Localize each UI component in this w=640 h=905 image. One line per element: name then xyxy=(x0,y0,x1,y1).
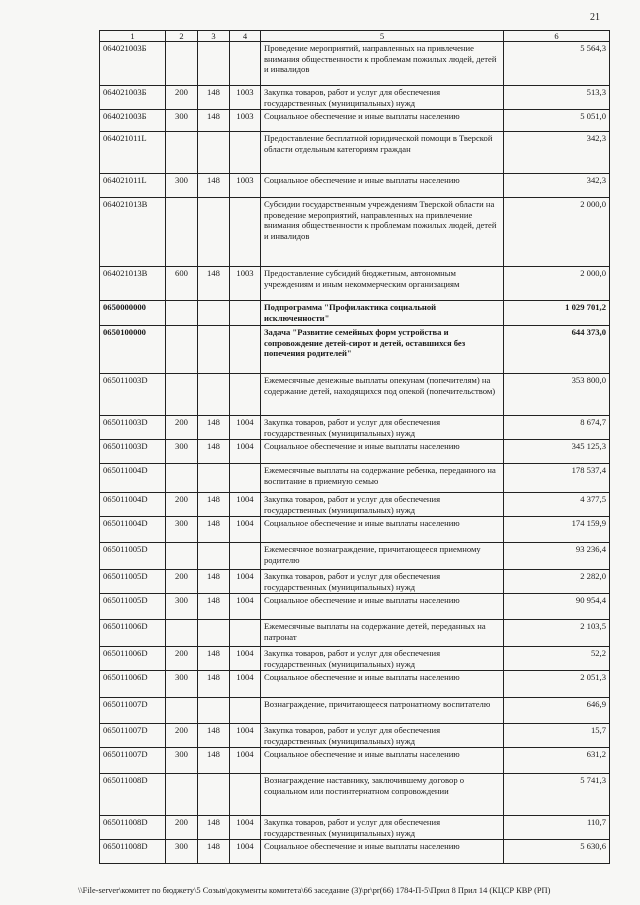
table-row xyxy=(100,671,610,698)
row-kvr-cell xyxy=(166,620,198,647)
budget-table xyxy=(99,30,610,864)
row-section-cell: 1003 xyxy=(230,267,261,301)
row-section-cell xyxy=(230,301,261,326)
row-description-cell: Вознаграждение наставнику, заключившему договор о социальном или постинтернатном сопровождении xyxy=(261,774,504,816)
row-section-cell: 1004 xyxy=(230,570,261,594)
row-kvr-cell xyxy=(166,42,198,86)
row-kvr-cell: 200 xyxy=(166,816,198,840)
row-kvr-cell xyxy=(166,698,198,724)
row-admin-cell xyxy=(198,620,230,647)
row-kvr-cell: 200 xyxy=(166,570,198,594)
row-kvr-cell: 300 xyxy=(166,440,198,464)
table-row xyxy=(100,132,610,174)
row-admin-cell: 148 xyxy=(198,416,230,440)
row-admin-cell: 148 xyxy=(198,647,230,671)
row-kvr-cell: 300 xyxy=(166,748,198,774)
row-section-cell: 1004 xyxy=(230,724,261,748)
table-row xyxy=(100,416,610,440)
column-header: 5 xyxy=(261,31,504,42)
row-section-cell xyxy=(230,42,261,86)
row-amount-cell: 8 674,7 xyxy=(504,416,610,440)
row-admin-cell xyxy=(198,774,230,816)
row-amount-cell: 5 051,0 xyxy=(504,110,610,132)
row-kvr-cell xyxy=(166,374,198,416)
row-section-cell: 1004 xyxy=(230,748,261,774)
row-code-cell: 065011005D xyxy=(100,543,166,570)
row-amount-cell: 644 373,0 xyxy=(504,326,610,374)
row-admin-cell xyxy=(198,543,230,570)
row-amount-cell: 631,2 xyxy=(504,748,610,774)
column-header: 1 xyxy=(100,31,166,42)
column-header: 4 xyxy=(230,31,261,42)
row-description-cell: Закупка товаров, работ и услуг для обеспечения государственных (муниципальных) нужд xyxy=(261,493,504,517)
row-amount-cell: 513,3 xyxy=(504,86,610,110)
row-code-cell: 065011005D xyxy=(100,594,166,620)
row-code-cell: 065011008D xyxy=(100,840,166,864)
row-amount-cell: 2 282,0 xyxy=(504,570,610,594)
row-section-cell xyxy=(230,464,261,493)
row-amount-cell: 2 000,0 xyxy=(504,267,610,301)
row-amount-cell: 5 741,3 xyxy=(504,774,610,816)
table-row xyxy=(100,374,610,416)
row-code-cell: 065011007D xyxy=(100,748,166,774)
row-description-cell: Социальное обеспечение и иные выплаты населению xyxy=(261,174,504,198)
row-description-cell: Субсидии государственным учреждениям Тверской области на проведение мероприятий, направленных на привлечение внимания общественности к проблемам пожилых людей, детей и инвалидов xyxy=(261,198,504,267)
row-admin-cell xyxy=(198,698,230,724)
row-kvr-cell: 200 xyxy=(166,416,198,440)
row-description-cell: Подпрограмма "Профилактика социальной исключенности" xyxy=(261,301,504,326)
row-section-cell: 1004 xyxy=(230,594,261,620)
row-admin-cell: 148 xyxy=(198,840,230,864)
row-kvr-cell xyxy=(166,543,198,570)
row-code-cell: 065011003D xyxy=(100,440,166,464)
table-row xyxy=(100,174,610,198)
row-section-cell: 1004 xyxy=(230,647,261,671)
table-row xyxy=(100,724,610,748)
table-row xyxy=(100,110,610,132)
row-kvr-cell: 200 xyxy=(166,724,198,748)
table-body xyxy=(100,42,610,864)
row-description-cell: Ежемесячные выплаты на содержание детей, переданных на патронат xyxy=(261,620,504,647)
row-kvr-cell xyxy=(166,198,198,267)
row-code-cell: 064021003Б xyxy=(100,86,166,110)
row-amount-cell: 15,7 xyxy=(504,724,610,748)
row-description-cell: Предоставление бесплатной юридической помощи в Тверской области отдельным категориям граждан xyxy=(261,132,504,174)
row-kvr-cell: 200 xyxy=(166,647,198,671)
row-amount-cell: 93 236,4 xyxy=(504,543,610,570)
row-section-cell: 1003 xyxy=(230,174,261,198)
page-number: 21 xyxy=(590,12,600,23)
row-amount-cell: 2 103,5 xyxy=(504,620,610,647)
row-code-cell: 064021003Б xyxy=(100,110,166,132)
row-code-cell: 065011007D xyxy=(100,698,166,724)
row-section-cell: 1004 xyxy=(230,416,261,440)
row-amount-cell: 110,7 xyxy=(504,816,610,840)
row-kvr-cell: 300 xyxy=(166,174,198,198)
row-description-cell: Социальное обеспечение и иные выплаты населению xyxy=(261,748,504,774)
row-kvr-cell xyxy=(166,326,198,374)
row-section-cell: 1003 xyxy=(230,110,261,132)
row-description-cell: Задача "Развитие семейных форм устройства и сопровождение детей-сирот и детей, оставшихся без попечения родителей" xyxy=(261,326,504,374)
row-admin-cell: 148 xyxy=(198,671,230,698)
row-admin-cell: 148 xyxy=(198,174,230,198)
row-code-cell: 065011004D xyxy=(100,493,166,517)
column-header: 6 xyxy=(504,31,610,42)
row-amount-cell: 4 377,5 xyxy=(504,493,610,517)
row-amount-cell: 2 051,3 xyxy=(504,671,610,698)
row-section-cell: 1003 xyxy=(230,86,261,110)
table-row xyxy=(100,816,610,840)
row-code-cell: 065011008D xyxy=(100,816,166,840)
row-amount-cell: 5 630,6 xyxy=(504,840,610,864)
row-section-cell xyxy=(230,543,261,570)
row-amount-cell: 1 029 701,2 xyxy=(504,301,610,326)
table-row xyxy=(100,748,610,774)
row-code-cell: 064021013В xyxy=(100,267,166,301)
row-admin-cell xyxy=(198,301,230,326)
row-description-cell: Закупка товаров, работ и услуг для обеспечения государственных (муниципальных) нужд xyxy=(261,86,504,110)
row-description-cell: Проведение мероприятий, направленных на привлечение внимания общественности к проблемам пожилых людей, детей и инвалидов xyxy=(261,42,504,86)
row-amount-cell: 90 954,4 xyxy=(504,594,610,620)
row-amount-cell: 52,2 xyxy=(504,647,610,671)
row-kvr-cell xyxy=(166,774,198,816)
row-description-cell: Социальное обеспечение и иные выплаты населению xyxy=(261,671,504,698)
row-description-cell: Закупка товаров, работ и услуг для обеспечения государственных (муниципальных) нужд xyxy=(261,416,504,440)
row-section-cell xyxy=(230,620,261,647)
row-description-cell: Социальное обеспечение и иные выплаты населению xyxy=(261,440,504,464)
row-code-cell: 0650100000 xyxy=(100,326,166,374)
row-description-cell: Закупка товаров, работ и услуг для обеспечения государственных (муниципальных) нужд xyxy=(261,570,504,594)
row-description-cell: Вознаграждение, причитающееся патронатному воспитателю xyxy=(261,698,504,724)
table-row xyxy=(100,517,610,543)
row-description-cell: Закупка товаров, работ и услуг для обеспечения государственных (муниципальных) нужд xyxy=(261,724,504,748)
table-row xyxy=(100,198,610,267)
row-section-cell xyxy=(230,132,261,174)
row-amount-cell: 2 000,0 xyxy=(504,198,610,267)
row-description-cell: Социальное обеспечение и иные выплаты населению xyxy=(261,840,504,864)
row-admin-cell: 148 xyxy=(198,493,230,517)
row-description-cell: Социальное обеспечение и иные выплаты населению xyxy=(261,517,504,543)
row-kvr-cell: 600 xyxy=(166,267,198,301)
row-kvr-cell: 200 xyxy=(166,493,198,517)
row-section-cell xyxy=(230,698,261,724)
row-description-cell: Ежемесячные денежные выплаты опекунам (попечителям) на содержание детей, находящихся под опекой (попечительством) xyxy=(261,374,504,416)
row-admin-cell: 148 xyxy=(198,748,230,774)
row-description-cell: Социальное обеспечение и иные выплаты населению xyxy=(261,110,504,132)
row-code-cell: 065011008D xyxy=(100,774,166,816)
table-row xyxy=(100,570,610,594)
row-admin-cell: 148 xyxy=(198,594,230,620)
row-amount-cell: 646,9 xyxy=(504,698,610,724)
column-header: 2 xyxy=(166,31,198,42)
table-row xyxy=(100,840,610,864)
row-section-cell: 1004 xyxy=(230,816,261,840)
row-section-cell xyxy=(230,326,261,374)
row-amount-cell: 345 125,3 xyxy=(504,440,610,464)
row-kvr-cell: 300 xyxy=(166,671,198,698)
row-admin-cell: 148 xyxy=(198,724,230,748)
row-code-cell: 065011004D xyxy=(100,464,166,493)
row-amount-cell: 5 564,3 xyxy=(504,42,610,86)
row-admin-cell: 148 xyxy=(198,110,230,132)
row-kvr-cell: 200 xyxy=(166,86,198,110)
row-kvr-cell: 300 xyxy=(166,594,198,620)
row-amount-cell: 178 537,4 xyxy=(504,464,610,493)
table-header-row xyxy=(100,31,610,42)
row-code-cell: 065011003D xyxy=(100,374,166,416)
row-admin-cell: 148 xyxy=(198,267,230,301)
row-amount-cell: 353 800,0 xyxy=(504,374,610,416)
row-section-cell xyxy=(230,374,261,416)
row-code-cell: 065011006D xyxy=(100,647,166,671)
row-section-cell: 1004 xyxy=(230,671,261,698)
row-code-cell: 064021013В xyxy=(100,198,166,267)
row-admin-cell: 148 xyxy=(198,517,230,543)
row-admin-cell xyxy=(198,132,230,174)
row-description-cell: Ежемесячное вознаграждение, причитающееся приемному родителю xyxy=(261,543,504,570)
row-code-cell: 065011005D xyxy=(100,570,166,594)
row-admin-cell: 148 xyxy=(198,816,230,840)
row-admin-cell xyxy=(198,464,230,493)
table-row xyxy=(100,594,610,620)
row-code-cell: 064021011L xyxy=(100,174,166,198)
table-row xyxy=(100,301,610,326)
row-section-cell: 1004 xyxy=(230,440,261,464)
row-admin-cell xyxy=(198,42,230,86)
table-row xyxy=(100,493,610,517)
row-description-cell: Закупка товаров, работ и услуг для обеспечения государственных (муниципальных) нужд xyxy=(261,647,504,671)
row-admin-cell xyxy=(198,326,230,374)
row-code-cell: 065011003D xyxy=(100,416,166,440)
table-row xyxy=(100,440,610,464)
row-section-cell xyxy=(230,774,261,816)
row-kvr-cell xyxy=(166,132,198,174)
row-code-cell: 065011007D xyxy=(100,724,166,748)
column-header: 3 xyxy=(198,31,230,42)
row-admin-cell: 148 xyxy=(198,86,230,110)
row-kvr-cell: 300 xyxy=(166,110,198,132)
table-row xyxy=(100,86,610,110)
row-section-cell: 1004 xyxy=(230,840,261,864)
row-code-cell: 064021003Б xyxy=(100,42,166,86)
table-row xyxy=(100,267,610,301)
row-kvr-cell: 300 xyxy=(166,840,198,864)
table-row xyxy=(100,698,610,724)
row-kvr-cell xyxy=(166,464,198,493)
row-amount-cell: 342,3 xyxy=(504,174,610,198)
table-row xyxy=(100,464,610,493)
row-section-cell: 1004 xyxy=(230,493,261,517)
row-section-cell: 1004 xyxy=(230,517,261,543)
table-row xyxy=(100,774,610,816)
row-code-cell: 0650000000 xyxy=(100,301,166,326)
table-row xyxy=(100,647,610,671)
row-section-cell xyxy=(230,198,261,267)
row-description-cell: Предоставление субсидий бюджетным, автономным учреждениям и иным некоммерческим организациям xyxy=(261,267,504,301)
row-admin-cell xyxy=(198,374,230,416)
row-description-cell: Закупка товаров, работ и услуг для обеспечения государственных (муниципальных) нужд xyxy=(261,816,504,840)
table-row xyxy=(100,620,610,647)
row-amount-cell: 174 159,9 xyxy=(504,517,610,543)
row-admin-cell: 148 xyxy=(198,440,230,464)
row-admin-cell xyxy=(198,198,230,267)
row-kvr-cell: 300 xyxy=(166,517,198,543)
table-row xyxy=(100,42,610,86)
row-code-cell: 065011004D xyxy=(100,517,166,543)
row-description-cell: Ежемесячные выплаты на содержание ребенка, переданного на воспитание в приемную семью xyxy=(261,464,504,493)
file-path-footer: \\File-server\комитет по бюджету\5 Созыв\документы комитета\66 заседание (3)\рr\рr(66) 1784-П-5\Прил 8 Прил 14 (КЦСР КВР (РП) xyxy=(78,886,551,895)
row-admin-cell: 148 xyxy=(198,570,230,594)
row-code-cell: 065011006D xyxy=(100,620,166,647)
row-description-cell: Социальное обеспечение и иные выплаты населению xyxy=(261,594,504,620)
table-row xyxy=(100,543,610,570)
row-kvr-cell xyxy=(166,301,198,326)
row-code-cell: 065011006D xyxy=(100,671,166,698)
row-amount-cell: 342,3 xyxy=(504,132,610,174)
table-row xyxy=(100,326,610,374)
row-code-cell: 064021011L xyxy=(100,132,166,174)
